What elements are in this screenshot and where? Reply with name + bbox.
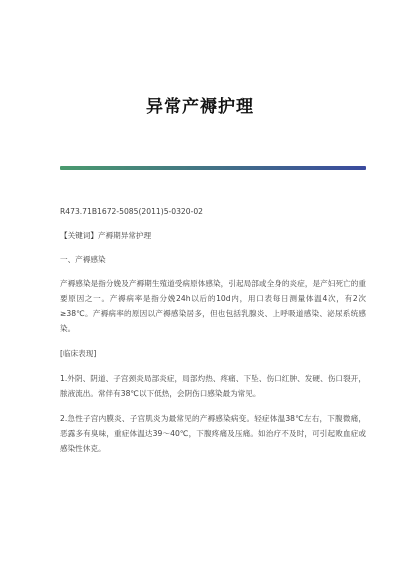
keywords-value: 产褥期异常护理 — [97, 231, 152, 240]
clinical-item-two: 2.急性子宫内膜炎、子宫肌炎为最常见的产褥感染病变。轻症体温38℃左右，下腹微痛，恶露多有臭味，重症体温达39～40℃，下腹疼痛及压痛。如治疗不及时，可引起败血症或感染性休克。 — [60, 414, 366, 453]
classification-code: R473.71B1672-5085(2011)5-0320-02 — [60, 207, 203, 216]
keywords-label: 【关键词】 — [60, 231, 98, 240]
keywords-line — [60, 228, 366, 243]
intro-paragraph: 产褥感染是指分娩及产褥期生殖道受病原体感染，引起局部或全身的炎症，是产妇死亡的重要原因之一。产褥病率是指分娩24h以后的10d内，用口表每日测量体温4次，有2次≥38℃。产褥病率的原因以产褥感染居多，但也包括乳腺炎、上呼吸道感染、泌尿系统感染。 — [60, 279, 366, 333]
document-title: 异常产褥护理 — [146, 97, 254, 117]
document-body — [60, 204, 366, 456]
clinical-manifestations-heading: [临床表现] — [60, 349, 97, 358]
clinical-item-one: 1.外阴、阴道、子宫颈炎局部炎症，局部灼热、疼痛、下坠、伤口红肿、发硬、伤口裂开，脓液流出。常伴有38℃以下低热，会阴伤口感染最为常见。 — [60, 374, 366, 398]
title-divider — [60, 166, 366, 170]
section-heading-infection: 一、产褥感染 — [60, 255, 106, 264]
